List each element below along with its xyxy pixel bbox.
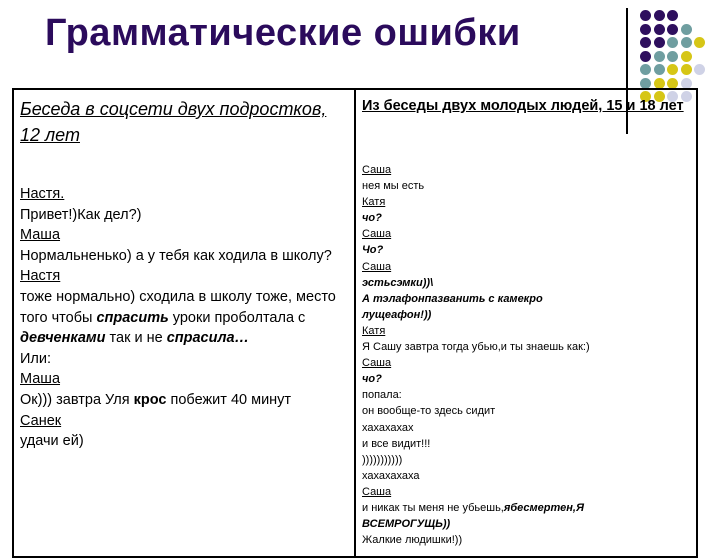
speaker-name: Настя [20,268,61,285]
right-conversation [362,162,694,548]
dot-yellow [654,78,665,89]
message-text: побежит 40 минут [166,391,292,408]
dot-teal [640,78,651,89]
speaker-name: Катя [362,324,386,337]
speaker-name: Катя [362,196,386,209]
message-line-emphasis: чо? [362,212,382,225]
dot-purple [640,10,651,21]
message-text: так и не [105,330,167,347]
dot-teal [654,51,665,62]
message-text: Ок))) завтра Уля [20,391,134,408]
message-line: хахахахах [362,421,414,434]
error-word: ябесмертен,Я [503,501,584,514]
dot-teal [640,64,651,75]
message-line-emphasis: лущеафон!)) [362,308,432,321]
message-line: Привет!)Как дел?) [20,206,142,223]
dot-yellow [681,51,692,62]
message-line: и все видит!!! [362,437,431,450]
error-word: девченками [20,330,106,347]
dot-yellow [694,37,705,48]
message-line: хахахахаха [362,469,420,482]
message-text: уроки проболтала с [168,309,306,326]
speaker-name: Саша [362,228,392,241]
message-line-emphasis: А тэлафонпазванить с камекро [362,292,543,305]
message-line: Жалкие людишки!)) [362,534,463,547]
message-line: нея мы есть [362,180,425,193]
message-line: он вообще-то здесь сидит [362,405,496,418]
message-line: ))))))))))) [362,453,403,466]
dot-purple [667,24,678,35]
comparison-table [12,88,698,558]
message-line-emphasis: ВСЕМРОГУЩЬ)) [362,518,451,531]
message-line-emphasis: Чо? [362,244,384,257]
dot-purple [654,37,665,48]
dot-yellow [681,64,692,75]
message-line: удачи ей) [20,433,84,450]
message-line [362,500,694,516]
speaker-name: Маша [20,371,61,388]
message-line-emphasis: эстьсэмки))\ [362,276,434,289]
dot-teal [681,37,692,48]
message-text: и никак ты меня не убьешь, [362,501,504,514]
speaker-name: Саша [362,357,392,370]
dot-teal [654,64,665,75]
message-line: Или: [20,350,52,367]
message-text: тоже нормально) сходила в школу тоже, место того чтобы [20,288,336,326]
message-line: Нормальненько) а у тебя как ходила в школу? [20,247,332,264]
message-line [20,287,350,349]
slide-title: Грамматические ошибки [45,12,521,54]
dot-purple [640,51,651,62]
speaker-name: Саша [362,485,392,498]
error-word: крос [133,391,167,408]
error-word: спрасила… [166,330,250,347]
dot-purple [654,10,665,21]
left-column [20,96,348,450]
right-column-header: Из беседы двух молодых людей, 15 и 18 лет [362,98,684,114]
right-column [362,96,694,547]
error-word: спрасить [96,309,169,326]
message-line: Я Сашу завтра тогда убью,и ты знаешь как:) [362,341,590,354]
speaker-name: Санек [20,412,62,429]
message-line: попала: [362,389,402,402]
dot-teal [681,24,692,35]
left-column-header: Беседа в соцсети двух подростков, 12 лет [20,99,327,145]
dot-purple [667,10,678,21]
speaker-name: Маша [20,227,61,244]
dot-yellow [667,64,678,75]
dot-lavender [681,78,692,89]
speaker-name: Саша [362,260,392,273]
dot-purple [640,37,651,48]
message-line-emphasis: чо? [362,373,382,386]
column-divider [354,90,356,556]
dot-purple [654,24,665,35]
left-conversation [20,184,350,452]
dot-lavender [694,64,705,75]
message-line [20,390,350,411]
speaker-name: Настя. [20,186,65,202]
dot-yellow [667,78,678,89]
speaker-name: Саша [362,164,392,176]
dot-teal [667,37,678,48]
dot-teal [667,51,678,62]
dot-purple [640,24,651,35]
